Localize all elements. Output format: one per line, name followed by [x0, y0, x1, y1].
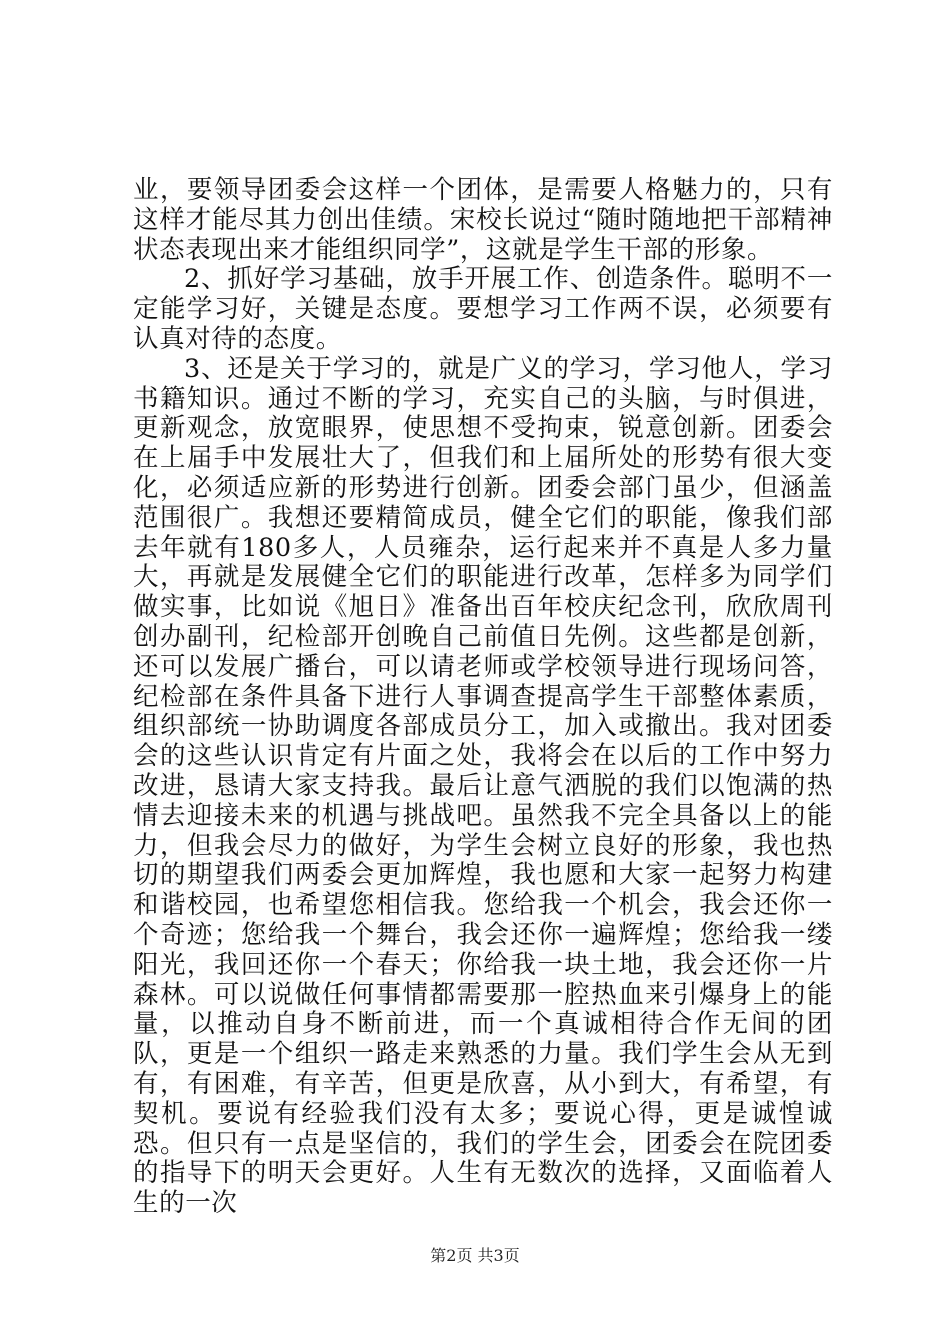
paragraph-2: 2、抓好学习基础，放手开展工作、创造条件。聪明不一定能学习好，关键是态度。要想学习工作两不误，必须要有认真对待的态度。	[133, 264, 833, 354]
paragraph-1: 业，要领导团委会这样一个团体，是需要人格魅力的，只有这样才能尽其力创出佳绩。宋校长说过“随时随地把干部精神状态表现出来才能组织同学”，这就是学生干部的形象。	[133, 175, 833, 265]
document-body	[133, 176, 833, 1219]
page-footer	[0, 1246, 950, 1266]
paragraph-3: 3、还是关于学习的，就是广义的学习，学习他人，学习书籍知识。通过不断的学习，充实自己的头脑，与时俱进，更新观念，放宽眼界，使思想不受拘束，锐意创新。团委会在上届手中发展壮大了，但我们和上届所处的形势有很大变化，必须适应新的形势进行创新。团委会部门虽少，但涵盖范围很广。我想还要精简成员，健全它们的职能，像我们部去年就有180多人，人员雍杂，运行起来并不真是人多力量大，再就是发展健全它们的职能进行改革，怎样多为同学们做实事，比如说《旭日》准备出百年校庆纪念刊，欣欣周刊创办副刊，纪检部开创晚自己前值日先例。这些都是创新，还可以发展广播台，可以请老师或学校领导进行现场问答，纪检部在条件具备下进行人事调查提高学生干部整体素质，组织部统一协助调度各部成员分工，加入或撤出。我对团委会的这些认识肯定有片面之处，我将会在以后的工作中努力改进，恳请大家支持我。最后让意气洒脱的我们以饱满的热情去迎接未来的机遇与挑战吧。虽然我不完全具备以上的能力，但我会尽力的做好，为学生会树立良好的形象，我也热切的期望我们两委会更加辉煌，我也愿和大家一起努力构建和谐校园，也希望您相信我。您给我一个机会，我会还你一个奇迹；您给我一个舞台，我会还你一遍辉煌；您给我一缕阳光，我回还你一个春天；你给我一块土地，我会还你一片森林。可以说做任何事情都需要那一腔热血来引爆身上的能量，以推动自身不断前进，而一个真诚相待合作无间的团队，更是一个组织一路走来熟悉的力量。我们学生会从无到有，有困难，有辛苦，但更是欣喜，从小到大，有希望，有契机。要说有经验我们没有太多；要说心得，更是诚惶诚恐。但只有一点是坚信的，我们的学生会，团委会在院团委的指导下的明天会更好。人生有无数次的选择，又面临着人生的一次	[133, 353, 833, 1219]
page-number-label: 第2页 共3页	[430, 1246, 520, 1265]
